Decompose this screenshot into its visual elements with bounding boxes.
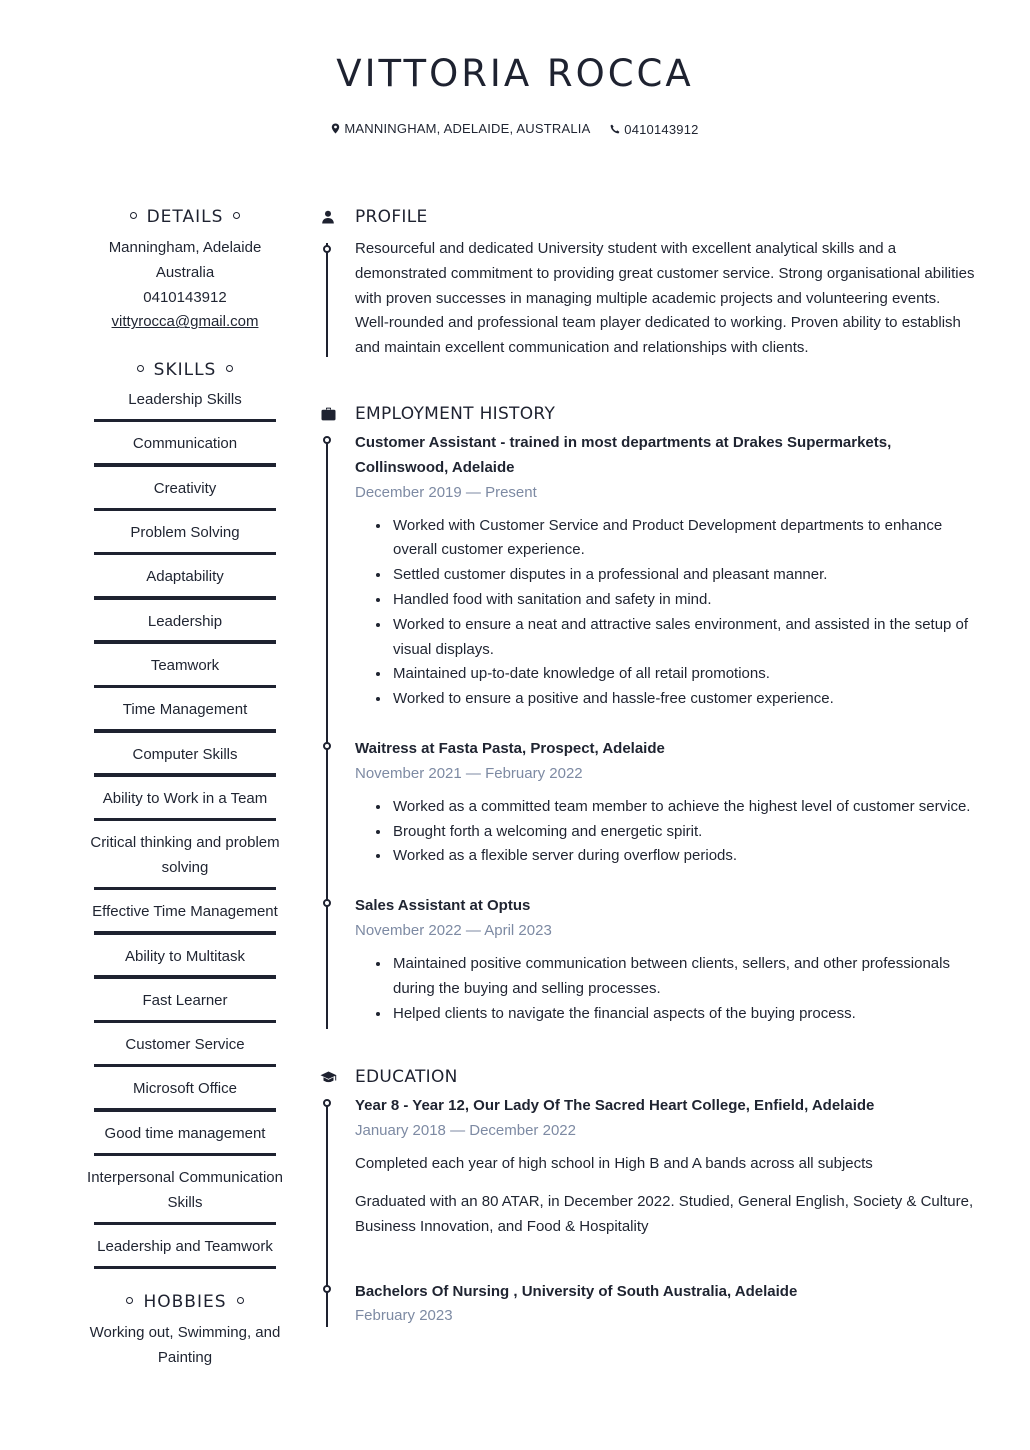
timeline-node xyxy=(323,245,331,253)
bullet-ring-icon xyxy=(226,365,233,372)
resume-name: VITTORIA ROCCA xyxy=(336,52,694,95)
education-timeline xyxy=(318,1094,978,1327)
map-pin-icon xyxy=(331,123,340,134)
details-phone: 0410143912 xyxy=(143,288,227,306)
profile-heading: PROFILE xyxy=(318,200,978,234)
education-note: Graduated with an 80 ATAR, in December 2022. Studied, General English, Society & Culture, Business Innovation, and Food & Hospitality xyxy=(355,1192,974,1235)
job-bullets xyxy=(355,795,978,869)
skills-list xyxy=(70,387,300,1269)
skill-bar xyxy=(94,887,276,891)
employment-heading: EMPLOYMENT HISTORY xyxy=(318,397,978,431)
header-phone xyxy=(610,122,698,137)
skill-label: Critical thinking and problem solving xyxy=(90,834,280,876)
job-title: Sales Assistant at Optus xyxy=(355,897,531,915)
skill-bar xyxy=(94,818,276,822)
bullet-item: Worked to ensure a positive and hassle-free customer experience. xyxy=(355,687,978,712)
skill-item xyxy=(70,609,300,644)
bullet-ring-icon xyxy=(126,1297,133,1304)
skill-bar xyxy=(94,931,276,935)
skill-label: Effective Time Management xyxy=(92,903,278,921)
bullet-item: Handled food with sanitation and safety in mind. xyxy=(355,588,978,613)
skill-item xyxy=(70,742,300,777)
hobbies-text: Working out, Swimming, and Painting xyxy=(89,1324,281,1367)
details-country: Australia xyxy=(155,263,215,281)
timeline-line xyxy=(326,441,328,1029)
timeline-node xyxy=(323,1099,331,1107)
skill-label: Leadership Skills xyxy=(128,391,242,409)
skills-heading: SKILLS xyxy=(70,353,300,387)
skill-item xyxy=(70,1165,300,1225)
details-email-link[interactable]: vittyrocca@gmail.com xyxy=(111,313,259,331)
job-title: Customer Assistant - trained in most departments at Drakes Supermarkets, Collinswood, Adelaide xyxy=(355,433,892,476)
timeline-node xyxy=(323,742,331,750)
job-dates: December 2019 — Present xyxy=(355,483,537,501)
bullet-ring-icon xyxy=(233,212,240,219)
job-dates: November 2021 — February 2022 xyxy=(355,764,583,782)
skill-bar xyxy=(94,773,276,777)
details-heading: DETAILS xyxy=(70,200,300,234)
skill-bar xyxy=(94,508,276,512)
skill-item xyxy=(70,476,300,511)
skill-label: Fast Learner xyxy=(142,991,228,1009)
skill-item xyxy=(70,697,300,732)
skill-label: Teamwork xyxy=(150,656,220,674)
header-phone-text: 0410143912 xyxy=(624,121,699,137)
bullet-item: Worked as a flexible server during overflow periods. xyxy=(355,844,978,869)
skill-item xyxy=(70,830,300,890)
person-icon xyxy=(321,210,335,224)
skill-bar xyxy=(94,419,276,423)
timeline-line xyxy=(326,243,328,357)
skill-bar xyxy=(94,596,276,600)
bullet-item: Worked as a committed team member to achieve the highest level of customer service. xyxy=(355,795,978,820)
bullet-ring-icon xyxy=(137,365,144,372)
profile-timeline xyxy=(318,234,978,361)
skill-label: Interpersonal Communication Skills xyxy=(87,1169,283,1211)
bullet-item: Worked to ensure a neat and attractive sales environment, and assisted in the setup of visual displays. xyxy=(355,613,978,663)
skill-item xyxy=(70,431,300,466)
skill-item xyxy=(70,786,300,821)
skill-bar xyxy=(94,1064,276,1068)
education-heading: EDUCATION xyxy=(318,1060,978,1094)
timeline-line xyxy=(326,1104,328,1327)
skill-item xyxy=(70,387,300,422)
education-dates: February 2023 xyxy=(355,1307,453,1325)
employment-section xyxy=(318,397,978,1026)
skill-label: Ability to Work in a Team xyxy=(102,789,268,807)
skill-bar xyxy=(94,1020,276,1024)
skill-label: Leadership and Teamwork xyxy=(97,1238,273,1256)
bullet-ring-icon xyxy=(130,212,137,219)
job-bullets xyxy=(355,514,978,712)
skill-item xyxy=(70,520,300,555)
job-title: Waitress at Fasta Pasta, Prospect, Adelaide xyxy=(355,739,665,757)
phone-icon xyxy=(610,124,620,134)
education-section xyxy=(318,1060,978,1327)
header-location xyxy=(331,121,590,136)
bullet-ring-icon xyxy=(237,1297,244,1304)
skill-label: Creativity xyxy=(153,479,217,497)
skill-label: Good time management xyxy=(104,1124,266,1142)
header-contact xyxy=(0,121,1030,137)
bullet-item: Helped clients to navigate the financial aspects of the buying process. xyxy=(355,1002,978,1027)
job-entry xyxy=(355,737,978,869)
skill-item xyxy=(70,944,300,979)
education-entry xyxy=(355,1280,978,1328)
skill-bar xyxy=(94,1153,276,1157)
skill-bar xyxy=(94,685,276,689)
hobbies-heading: HOBBIES xyxy=(70,1285,300,1319)
skill-item xyxy=(70,988,300,1023)
bullet-item: Settled customer disputes in a professional and pleasant manner. xyxy=(355,563,978,588)
header-location-text: MANNINGHAM, ADELAIDE, AUSTRALIA xyxy=(344,121,591,136)
job-dates: November 2022 — April 2023 xyxy=(355,921,552,939)
timeline-node xyxy=(323,899,331,907)
briefcase-icon xyxy=(321,407,336,421)
education-title: Year 8 - Year 12, Our Lady Of The Sacred Heart College, Enfield, Adelaide xyxy=(355,1097,875,1115)
skill-bar xyxy=(94,1266,276,1270)
skill-label: Microsoft Office xyxy=(133,1080,237,1098)
skill-label: Time Management xyxy=(122,701,248,719)
skill-bar xyxy=(94,975,276,979)
graduation-cap-icon xyxy=(320,1071,337,1084)
education-title: Bachelors Of Nursing , University of South Australia, Adelaide xyxy=(355,1282,798,1300)
education-dates: January 2018 — December 2022 xyxy=(355,1122,576,1140)
skill-label: Problem Solving xyxy=(130,524,240,542)
education-entry xyxy=(355,1094,978,1239)
profile-text: Resourceful and dedicated University student with excellent analytical skills and a demonstrated commitment to providing great customer service. Strong organisational abilities with proven successes in managing multiple academic projects and volunteering events. Well-rounded and professional team player dedicated to working. Proven ability to establish and maintain excellent communication and relationships with clients. xyxy=(355,240,975,357)
skill-item xyxy=(70,899,300,934)
main-content xyxy=(318,200,978,1327)
skill-item xyxy=(70,653,300,688)
skill-bar xyxy=(94,463,276,467)
skill-item xyxy=(70,1076,300,1111)
skill-bar xyxy=(94,640,276,644)
skill-label: Adaptability xyxy=(146,568,224,586)
skill-bar xyxy=(94,729,276,733)
sidebar xyxy=(70,200,300,1371)
skill-bar xyxy=(94,552,276,556)
details-block xyxy=(70,236,300,335)
bullet-item: Brought forth a welcoming and energetic spirit. xyxy=(355,820,978,845)
details-city: Manningham, Adelaide xyxy=(108,239,262,256)
skill-item xyxy=(70,1234,300,1269)
bullet-item: Maintained up-to-date knowledge of all retail promotions. xyxy=(355,662,978,687)
job-bullets xyxy=(355,952,978,1026)
skill-label: Customer Service xyxy=(125,1036,245,1054)
employment-timeline xyxy=(318,431,978,1026)
skill-label: Ability to Multitask xyxy=(124,947,246,965)
job-entry xyxy=(355,894,978,1026)
skill-label: Computer Skills xyxy=(132,745,238,763)
timeline-node xyxy=(323,1285,331,1293)
skill-label: Communication xyxy=(132,435,238,453)
skill-bar xyxy=(94,1222,276,1226)
bullet-item: Maintained positive communication between clients, sellers, and other professionals during the buying and selling processes. xyxy=(355,952,978,1002)
bullet-item: Worked with Customer Service and Product Development departments to enhance overall customer experience. xyxy=(355,514,978,564)
skill-label: Leadership xyxy=(147,612,223,630)
profile-section xyxy=(318,200,978,361)
education-note: Completed each year of high school in High B and A bands across all subjects xyxy=(355,1155,873,1173)
skill-item xyxy=(70,1032,300,1067)
job-entry xyxy=(355,431,978,712)
skill-item xyxy=(70,564,300,599)
timeline-node xyxy=(323,436,331,444)
skill-item xyxy=(70,1121,300,1156)
skill-bar xyxy=(94,1108,276,1112)
